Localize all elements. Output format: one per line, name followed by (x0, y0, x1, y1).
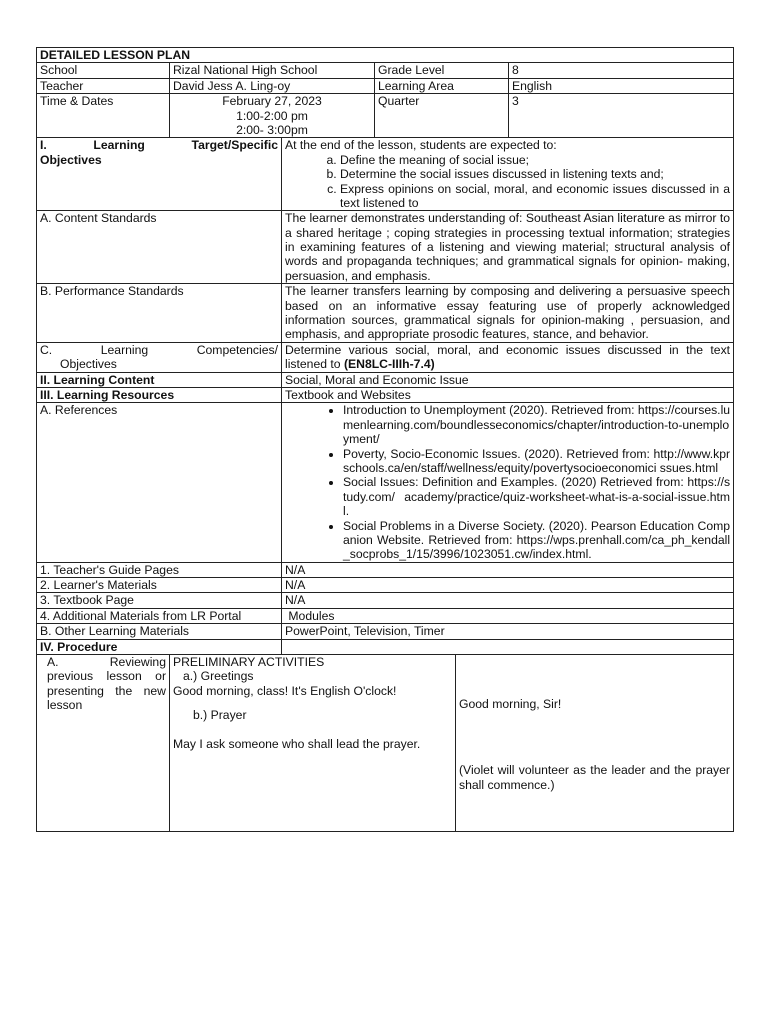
competencies-content (282, 342, 734, 372)
material-row (37, 624, 734, 639)
teacher-row (37, 78, 734, 93)
content-standards-label: A. Content Standards (37, 211, 282, 284)
material-row (37, 608, 734, 623)
objectives-content (282, 138, 734, 211)
references-row (37, 403, 734, 562)
lesson-plan-table (36, 47, 734, 655)
content-standards-row (37, 211, 734, 284)
material-label: 1. Teacher's Guide Pages (37, 562, 282, 577)
quarter-label: Quarter (375, 94, 509, 138)
learning-content-row (37, 372, 734, 387)
content-standards-text: The learner demonstrates understanding of: Southeast Asian literature as mirror to a shared heritage ; coping strategies in processing textual information; strategies in examining features of a listening and viewing material; structural analysis of words and propaganda techniques; and grammatical signals for opinion- making, persuasion, and emphasis. (282, 211, 734, 284)
learning-area-label: Learning Area (375, 78, 509, 93)
material-row (37, 593, 734, 608)
title-row (37, 48, 734, 63)
date-value: February 27, 2023 (222, 94, 322, 109)
procedure-empty-cell (282, 639, 734, 654)
objectives-label (37, 138, 282, 211)
time-slot-1: 1:00-2:00 pm (236, 108, 308, 123)
learning-area-value: English (509, 78, 734, 93)
objective-item: c. Express opinions on social, moral, and economic issues discussed in a text listened to (340, 182, 730, 211)
competency-code: (EN8LC-IIIh-7.4) (343, 357, 435, 372)
objective-item: a. Define the meaning of social issue; (340, 153, 730, 167)
procedure-step-label: A. Reviewing previous lesson or presenting the new lesson (37, 655, 170, 831)
references-label: A. References (37, 403, 282, 562)
objectives-label-line-1: I. Learning Target/Specific (40, 138, 278, 153)
school-row (37, 63, 734, 78)
material-value: PowerPoint, Television, Timer (282, 624, 734, 639)
procedure-row (37, 639, 734, 654)
grade-level-value: 8 (509, 63, 734, 78)
objectives-row (37, 138, 734, 211)
objectives-list (285, 153, 730, 211)
references-content (282, 403, 734, 562)
material-label: B. Other Learning Materials (37, 624, 282, 639)
teacher-prayer: May I ask someone who shall lead the prayer. (173, 736, 421, 751)
competencies-text: Determine various social, moral, and economic issues discussed in the text listened to (285, 342, 731, 372)
objective-item: b. Determine the social issues discussed in listening texts and; (340, 167, 730, 181)
teacher-label: Teacher (37, 78, 170, 93)
student-activity-cell (456, 655, 734, 831)
time-slot-2: 2:00- 3:00pm (236, 122, 308, 137)
material-value: N/A (282, 562, 734, 577)
material-value: Modules (282, 608, 734, 623)
teacher-value: David Jess A. Ling-oy (170, 78, 375, 93)
material-row (37, 562, 734, 577)
lesson-plan-document (36, 47, 733, 832)
school-label: School (37, 63, 170, 78)
time-dates-label: Time & Dates (37, 94, 170, 138)
time-dates-value (170, 94, 375, 138)
student-greeting: Good morning, Sir! (459, 697, 562, 712)
performance-standards-row (37, 284, 734, 343)
prayer-heading: b.) Prayer (193, 708, 247, 723)
preliminary-heading: PRELIMINARY ACTIVITIES (173, 655, 325, 670)
performance-standards-text: The learner transfers learning by composing and delivering a persuasive speech based on an informative essay featuring use of properly acknowledged information sources, grammatical signals for opinion-making , persuasion, and emphasis, and appropriate prosodic features, stance, and behavior. (282, 284, 734, 343)
competencies-label (37, 342, 282, 372)
reference-item: • Introduction to Unemployment (2020). Retrieved from: https://courses.lumenlearning.com/boundlesseconomics/chapter/introduction-to-unemployment/ (343, 403, 730, 446)
procedure-step-row (37, 655, 734, 831)
objectives-label-line-2: Objectives (40, 152, 102, 167)
learning-resources-value: Textbook and Websites (282, 387, 734, 402)
competencies-label-line-2: Objectives (60, 357, 117, 372)
material-row (37, 578, 734, 593)
student-prayer: (Violet will volunteer as the leader and the prayer shall commence.) (459, 763, 730, 792)
reference-item: • Social Issues: Definition and Examples. (2020) Retrieved from: https://study.com/ academy/practice/quiz-worksheet-what-is-a-social-issue.html. (343, 475, 730, 518)
material-label: 4. Additional Materials from LR Portal (37, 608, 282, 623)
competencies-label-line-1: C. Learning Competencies/ (40, 342, 278, 357)
performance-standards-label: B. Performance Standards (37, 284, 282, 343)
quarter-value: 3 (509, 94, 734, 138)
learning-content-value: Social, Moral and Economic Issue (282, 372, 734, 387)
material-label: 2. Learner's Materials (37, 578, 282, 593)
material-value: N/A (282, 578, 734, 593)
procedure-table (36, 655, 734, 832)
teacher-greeting: Good morning, class! It's English O'clock! (173, 683, 397, 698)
reference-item: • Social Problems in a Diverse Society. (2020). Pearson Education Companion Website. Retrieved from: https://wps.prenhall.com/ca_ph_kendall_socprobs_1/15/3996/1023051.cw/index.html. (343, 519, 730, 562)
school-value: Rizal National High School (170, 63, 375, 78)
reference-item: • Poverty, Socio-Economic Issues. (2020). Retrieved from: http://www.kprschools.ca/en/staff/wellness/equity/povertysocioeconomici ssues.html (343, 447, 730, 476)
learning-resources-row (37, 387, 734, 402)
learning-resources-label: III. Learning Resources (37, 387, 282, 402)
time-row (37, 94, 734, 138)
procedure-label: IV. Procedure (37, 639, 282, 654)
material-value: N/A (282, 593, 734, 608)
document-title: DETAILED LESSON PLAN (37, 48, 734, 63)
competencies-row (37, 342, 734, 372)
greetings-heading: a.) Greetings (183, 669, 254, 684)
teacher-activity-cell (170, 655, 456, 831)
objectives-intro: At the end of the lesson, students are expected to: (285, 138, 557, 153)
references-list (285, 403, 730, 561)
grade-level-label: Grade Level (375, 63, 509, 78)
learning-content-label: II. Learning Content (37, 372, 282, 387)
material-label: 3. Textbook Page (37, 593, 282, 608)
